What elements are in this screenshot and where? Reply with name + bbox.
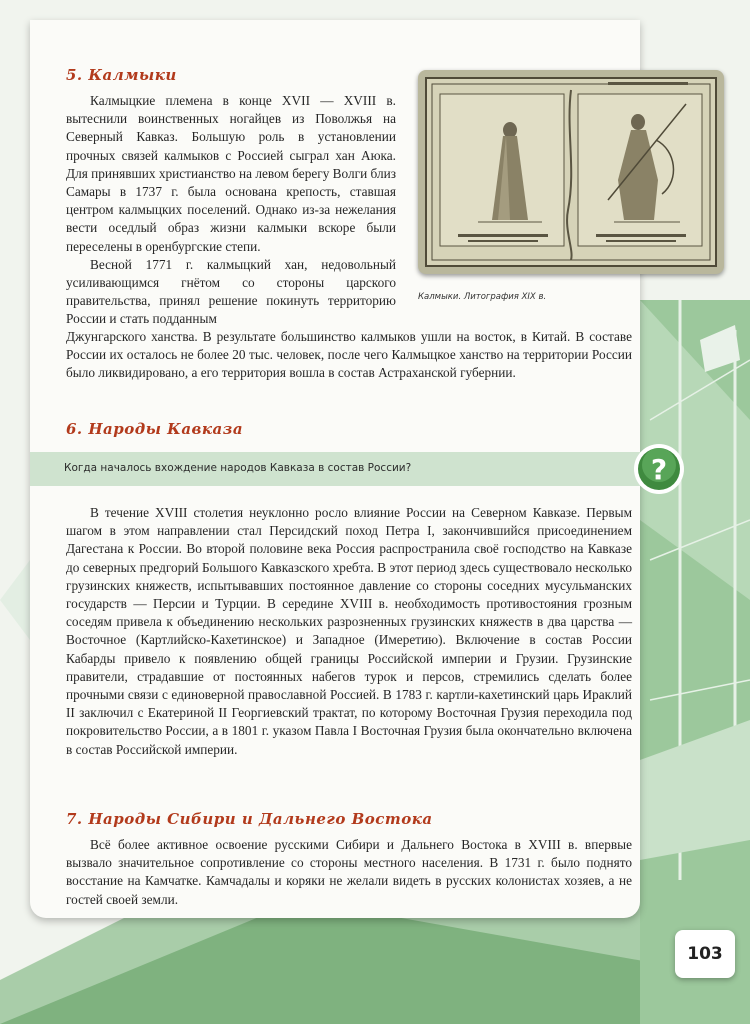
page-number: 103 [675, 930, 735, 978]
question-mark-icon [632, 442, 686, 496]
section-5-paragraph-1-block [66, 92, 396, 329]
section-7-text-block [66, 836, 632, 909]
section-5-paragraph-1: Калмыцкие племена в конце XVII — XVIII в. вытеснили воинственных ногайцев из Поволжья на Северный Кавказ. Большую роль в установлении прочных связей калмыков с Россией сыграл хан Аюка. Для принявших христианство на левом берегу Волги близ Самары в 1737 г. была основана крепость, ставшая центром калмыцких поселений. Однако из-за нежелания вести оседлый образ жизни калмыки вскоре были переселены в оренбургские степи. [66, 93, 396, 254]
lithograph-caption: Калмыки. Литография XIX в. [418, 292, 547, 302]
section-6-paragraph-1: В течение XVIII столетия неуклонно росло влияние России на Северном Кавказе. Первым шагом в этом направлении стал Персидский поход Петра I, закончившийся присоединением Дагестана к России. Во второй половине века Россия распространила своё господство на Кавказе до северных предгорий Большого Кавказского хребта. В этот период здесь существовало несколько грузинских княжеств, испытывавших постоянное давление со стороны соседних мусульманских государств — Персии и Турции. В середине XVIII в. необходимость противостояния грозным соседям привела к объединению нескольких разрозненных грузинских княжеств в два царства — Восточное (Картлийско-Кахетинское) и Западное (Имеретию). Включение в состав России Кабарды привело к появлению общей границы Российской империи и Грузии. Грузинские правители, страдавшие от постоянных набегов турок и персов, стремились сделать более прочными связи с единоверной православной Россией. В 1783 г. картли-кахетинский царь Ираклий II заключил с Екатериной II Георгиевский трактат, по которому Восточная Грузия переходила под покровительство России, а в 1801 г. указом Павла I Восточная Грузия была окончательно включена в состав Российской империи. [66, 505, 632, 757]
section-7-heading: 7. Народы Сибири и Дальнего Востока [66, 810, 433, 828]
section-5-heading: 5. Калмыки [66, 66, 177, 84]
section-6-heading: 6. Народы Кавказа [66, 420, 244, 438]
lithograph-illustration [418, 70, 724, 274]
section-7-paragraph-1: Всё более активное освоение русскими Сибири и Дальнего Востока в XVIII в. впервые вызвало значительное сопротивление со стороны местного населения. В 1731 г. было поднято восстание на Камчатке. Камчадалы и коряки не желали видеть в русских колонистах хозяев, а не гостей своей земли. [66, 837, 632, 907]
section-5-paragraph-2b: Джунгарского ханства. В результате большинство калмыков ушли на восток, в Китай. В составе России их осталось не более 20 тыс. человек, после чего Калмыцкое ханство на территории России было ликвидировано, а его территория вошла в состав Астраханской губернии. [66, 329, 632, 381]
question-text: Когда началось вхождение народов Кавказа в состав России? [64, 462, 412, 474]
svg-text:?: ? [650, 453, 668, 486]
section-5-paragraph-2-block [66, 328, 632, 383]
section-5-paragraph-2a: Весной 1771 г. калмыцкий хан, недовольный усиливающимся гнётом со стороны царского правительства, принял решение покинуть территорию России и стать подданным [66, 256, 396, 327]
section-6-text-block [66, 504, 632, 759]
kalmyks-lithograph [418, 70, 724, 274]
